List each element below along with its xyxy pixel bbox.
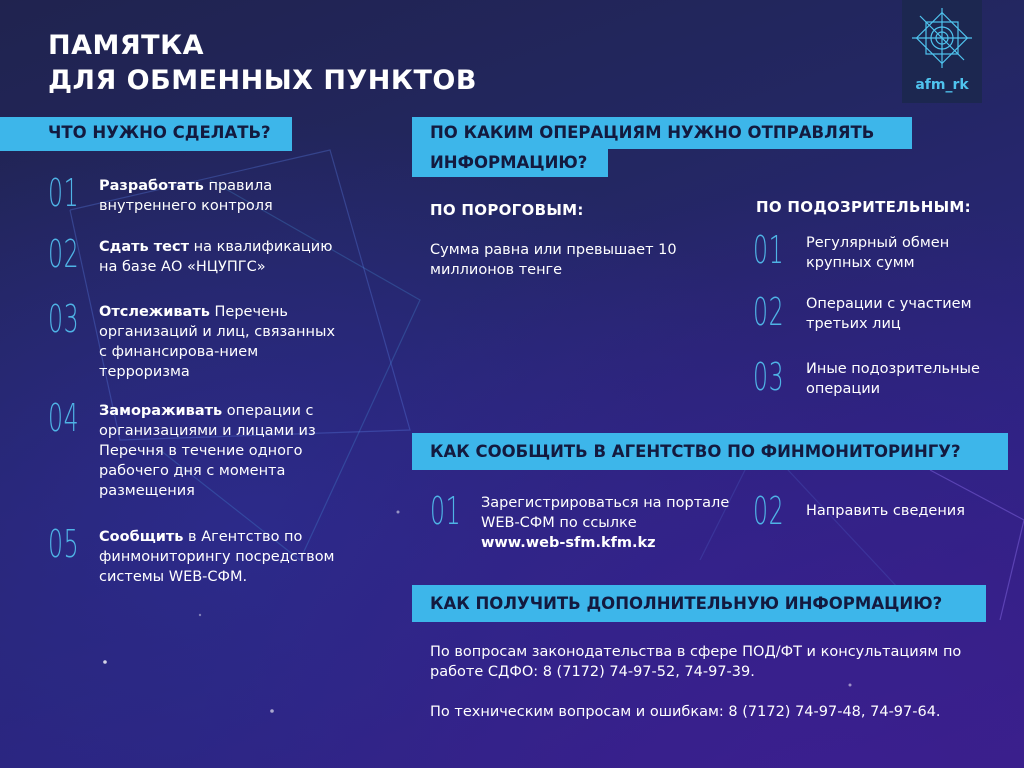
suspicious-num-1: 01 — [753, 228, 785, 272]
suspicious-item-3: Иные подозрительные операции — [806, 361, 980, 397]
info-header: КАК ПОЛУЧИТЬ ДОПОЛНИТЕЛЬНУЮ ИНФОРМАЦИЮ? — [412, 585, 986, 622]
todo-item-3 — [99, 302, 339, 382]
report-item-1-text: Зарегистрироваться на портале WEB-СФМ по ссылке — [481, 495, 730, 531]
title-line-1: ПАМЯТКА — [48, 30, 205, 61]
suspicious-title: ПО ПОДОЗРИТЕЛЬНЫМ: — [756, 198, 971, 216]
todo-item-3-text: Перечень организаций и лиц, связанных с финансирова-нием терроризма — [99, 304, 336, 380]
todo-num-5: 05 — [48, 522, 80, 566]
todo-num-1: 01 — [48, 171, 80, 215]
todo-item-2-bold: Сдать тест — [99, 239, 189, 255]
suspicious-item-2: Операции с участием третьих лиц — [806, 296, 972, 332]
info-line-2: По техническим вопросам и ошибкам: 8 (7172) 74-97-48, 74-97-64. — [430, 704, 941, 720]
web-sfm-link[interactable]: www.web-sfm.kfm.kz — [481, 535, 656, 551]
threshold-text: Сумма равна или превышает 10 миллионов тенге — [430, 242, 677, 278]
todo-item-5-text: в Агентство по финмониторингу посредством системы WEB-СФМ. — [99, 529, 335, 585]
todo-item-1 — [99, 176, 339, 216]
todo-item-3-bold: Отслеживать — [99, 304, 210, 320]
afm-emblem-icon — [910, 6, 974, 72]
threshold-title: ПО ПОРОГОВЫМ: — [430, 201, 584, 219]
info-line-1: По вопросам законодательства в сфере ПОД/ФТ и консультациям по работе СДФО: 8 (7172) 74-97-52, 74-97-39. — [430, 644, 962, 680]
todo-item-2-text: на квалификацию на базе АО «НЦУПГС» — [99, 239, 333, 275]
report-item-1 — [481, 493, 731, 553]
afm-logo — [902, 0, 982, 103]
todo-item-4 — [99, 401, 349, 501]
page-title — [48, 28, 477, 98]
todo-item-1-text: правила внутреннего контроля — [99, 178, 273, 214]
todo-item-1-bold: Разработать — [99, 178, 204, 194]
todo-num-4: 04 — [48, 396, 80, 440]
suspicious-num-3: 03 — [753, 355, 785, 399]
report-item-2: Направить сведения — [806, 503, 965, 519]
todo-item-4-bold: Замораживать — [99, 403, 223, 419]
todo-item-4-text: операции с организациями и лицами из Перечня в течение одного рабочего дня с момента размещения — [99, 403, 316, 499]
report-num-2: 02 — [753, 489, 785, 533]
todo-header — [0, 117, 292, 151]
todo-num-3: 03 — [48, 297, 80, 341]
operations-header-line-1: ПО КАКИМ ОПЕРАЦИЯМ НУЖНО ОТПРАВЛЯТЬ — [412, 117, 912, 149]
todo-num-2: 02 — [48, 232, 80, 276]
suspicious-num-2: 02 — [753, 290, 785, 334]
title-line-2: ДЛЯ ОБМЕННЫХ ПУНКТОВ — [48, 65, 477, 96]
operations-header-line-2: ИНФОРМАЦИЮ? — [412, 147, 608, 177]
todo-header-text: ЧТО НУЖНО СДЕЛАТЬ? — [48, 123, 271, 142]
todo-item-5 — [99, 527, 361, 587]
logo-text: afm_rk — [915, 77, 969, 93]
suspicious-item-1: Регулярный обмен крупных сумм — [806, 235, 950, 271]
report-num-1: 01 — [430, 489, 462, 533]
todo-item-5-bold: Сообщить — [99, 529, 184, 545]
report-header: КАК СООБЩИТЬ В АГЕНТСТВО ПО ФИНМОНИТОРИНГУ? — [412, 433, 1008, 470]
todo-item-2 — [99, 237, 354, 277]
